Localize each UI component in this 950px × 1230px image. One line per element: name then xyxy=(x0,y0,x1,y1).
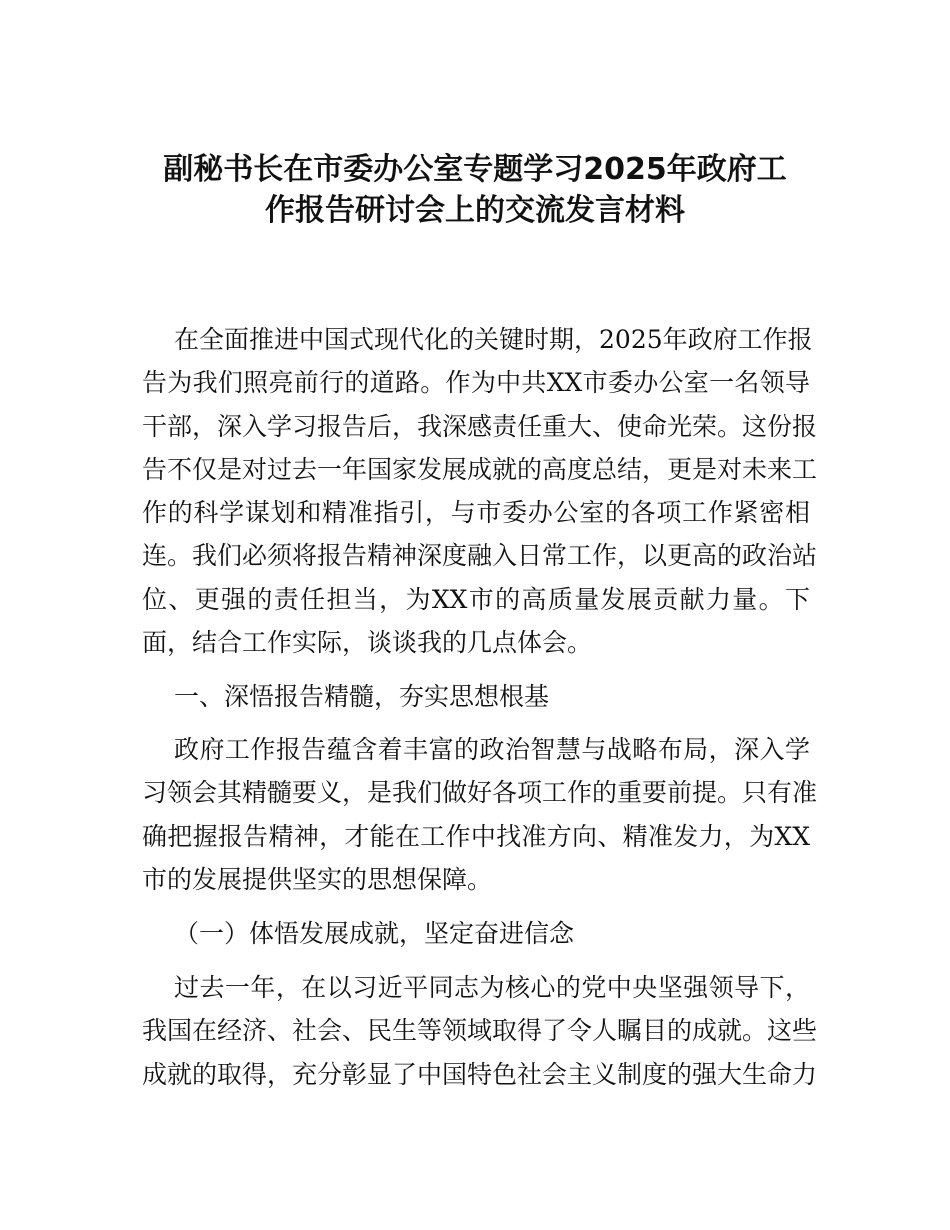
paragraph-line: 告为我们照亮前行的道路。作为中共XX市委办公室一名领导 xyxy=(142,368,810,397)
paragraph-line: 政府工作报告蕴含着丰富的政治智慧与战略布局，深入学 xyxy=(174,735,810,764)
paragraph-line: 我国在经济、社会、民生等领域取得了令人瞩目的成就。这些 xyxy=(142,1016,818,1045)
document-title-line-1: 副秘书长在市委办公室专题学习2025年政府工 xyxy=(163,152,787,187)
paragraph-line: 告不仅是对过去一年国家发展成就的高度总结，更是对未来工 xyxy=(142,455,818,484)
paragraph-line: 市的发展提供坚实的思想保障。 xyxy=(142,865,493,894)
paragraph-line: 确把握报告精神，才能在工作中找准方向、精准发力，为XX xyxy=(142,822,810,851)
paragraph-line: 面，结合工作实际，谈谈我的几点体会。 xyxy=(142,628,593,657)
paragraph-line: 连。我们必须将报告精神深度融入日常工作，以更高的政治站 xyxy=(142,541,818,570)
section-heading: 一、深悟报告精髓，夯实思想根基 xyxy=(174,682,550,711)
document-title-line-2: 作报告研讨会上的交流发言材料 xyxy=(265,193,685,228)
paragraph-line: 作的科学谋划和精准指引，与市委办公室的各项工作紧密相 xyxy=(142,498,810,527)
paragraph-line: 在全面推进中国式现代化的关键时期，2025年政府工作报 xyxy=(174,325,813,354)
paragraph-line: 习领会其精髓要义，是我们做好各项工作的重要前提。只有准 xyxy=(142,778,818,807)
section-heading: （一）体悟发展成就，坚定奋进信念 xyxy=(174,919,575,948)
paragraph-line: 成就的取得，充分彰显了中国特色社会主义制度的强大生命力 xyxy=(142,1060,818,1089)
paragraph-line: 过去一年，在以习近平同志为核心的党中央坚强领导下， xyxy=(174,973,810,1002)
paragraph-line: 干部，深入学习报告后，我深感责任重大、使命光荣。这份报 xyxy=(142,412,818,441)
paragraph-line: 位、更强的责任担当，为XX市的高质量发展贡献力量。下 xyxy=(142,585,810,614)
